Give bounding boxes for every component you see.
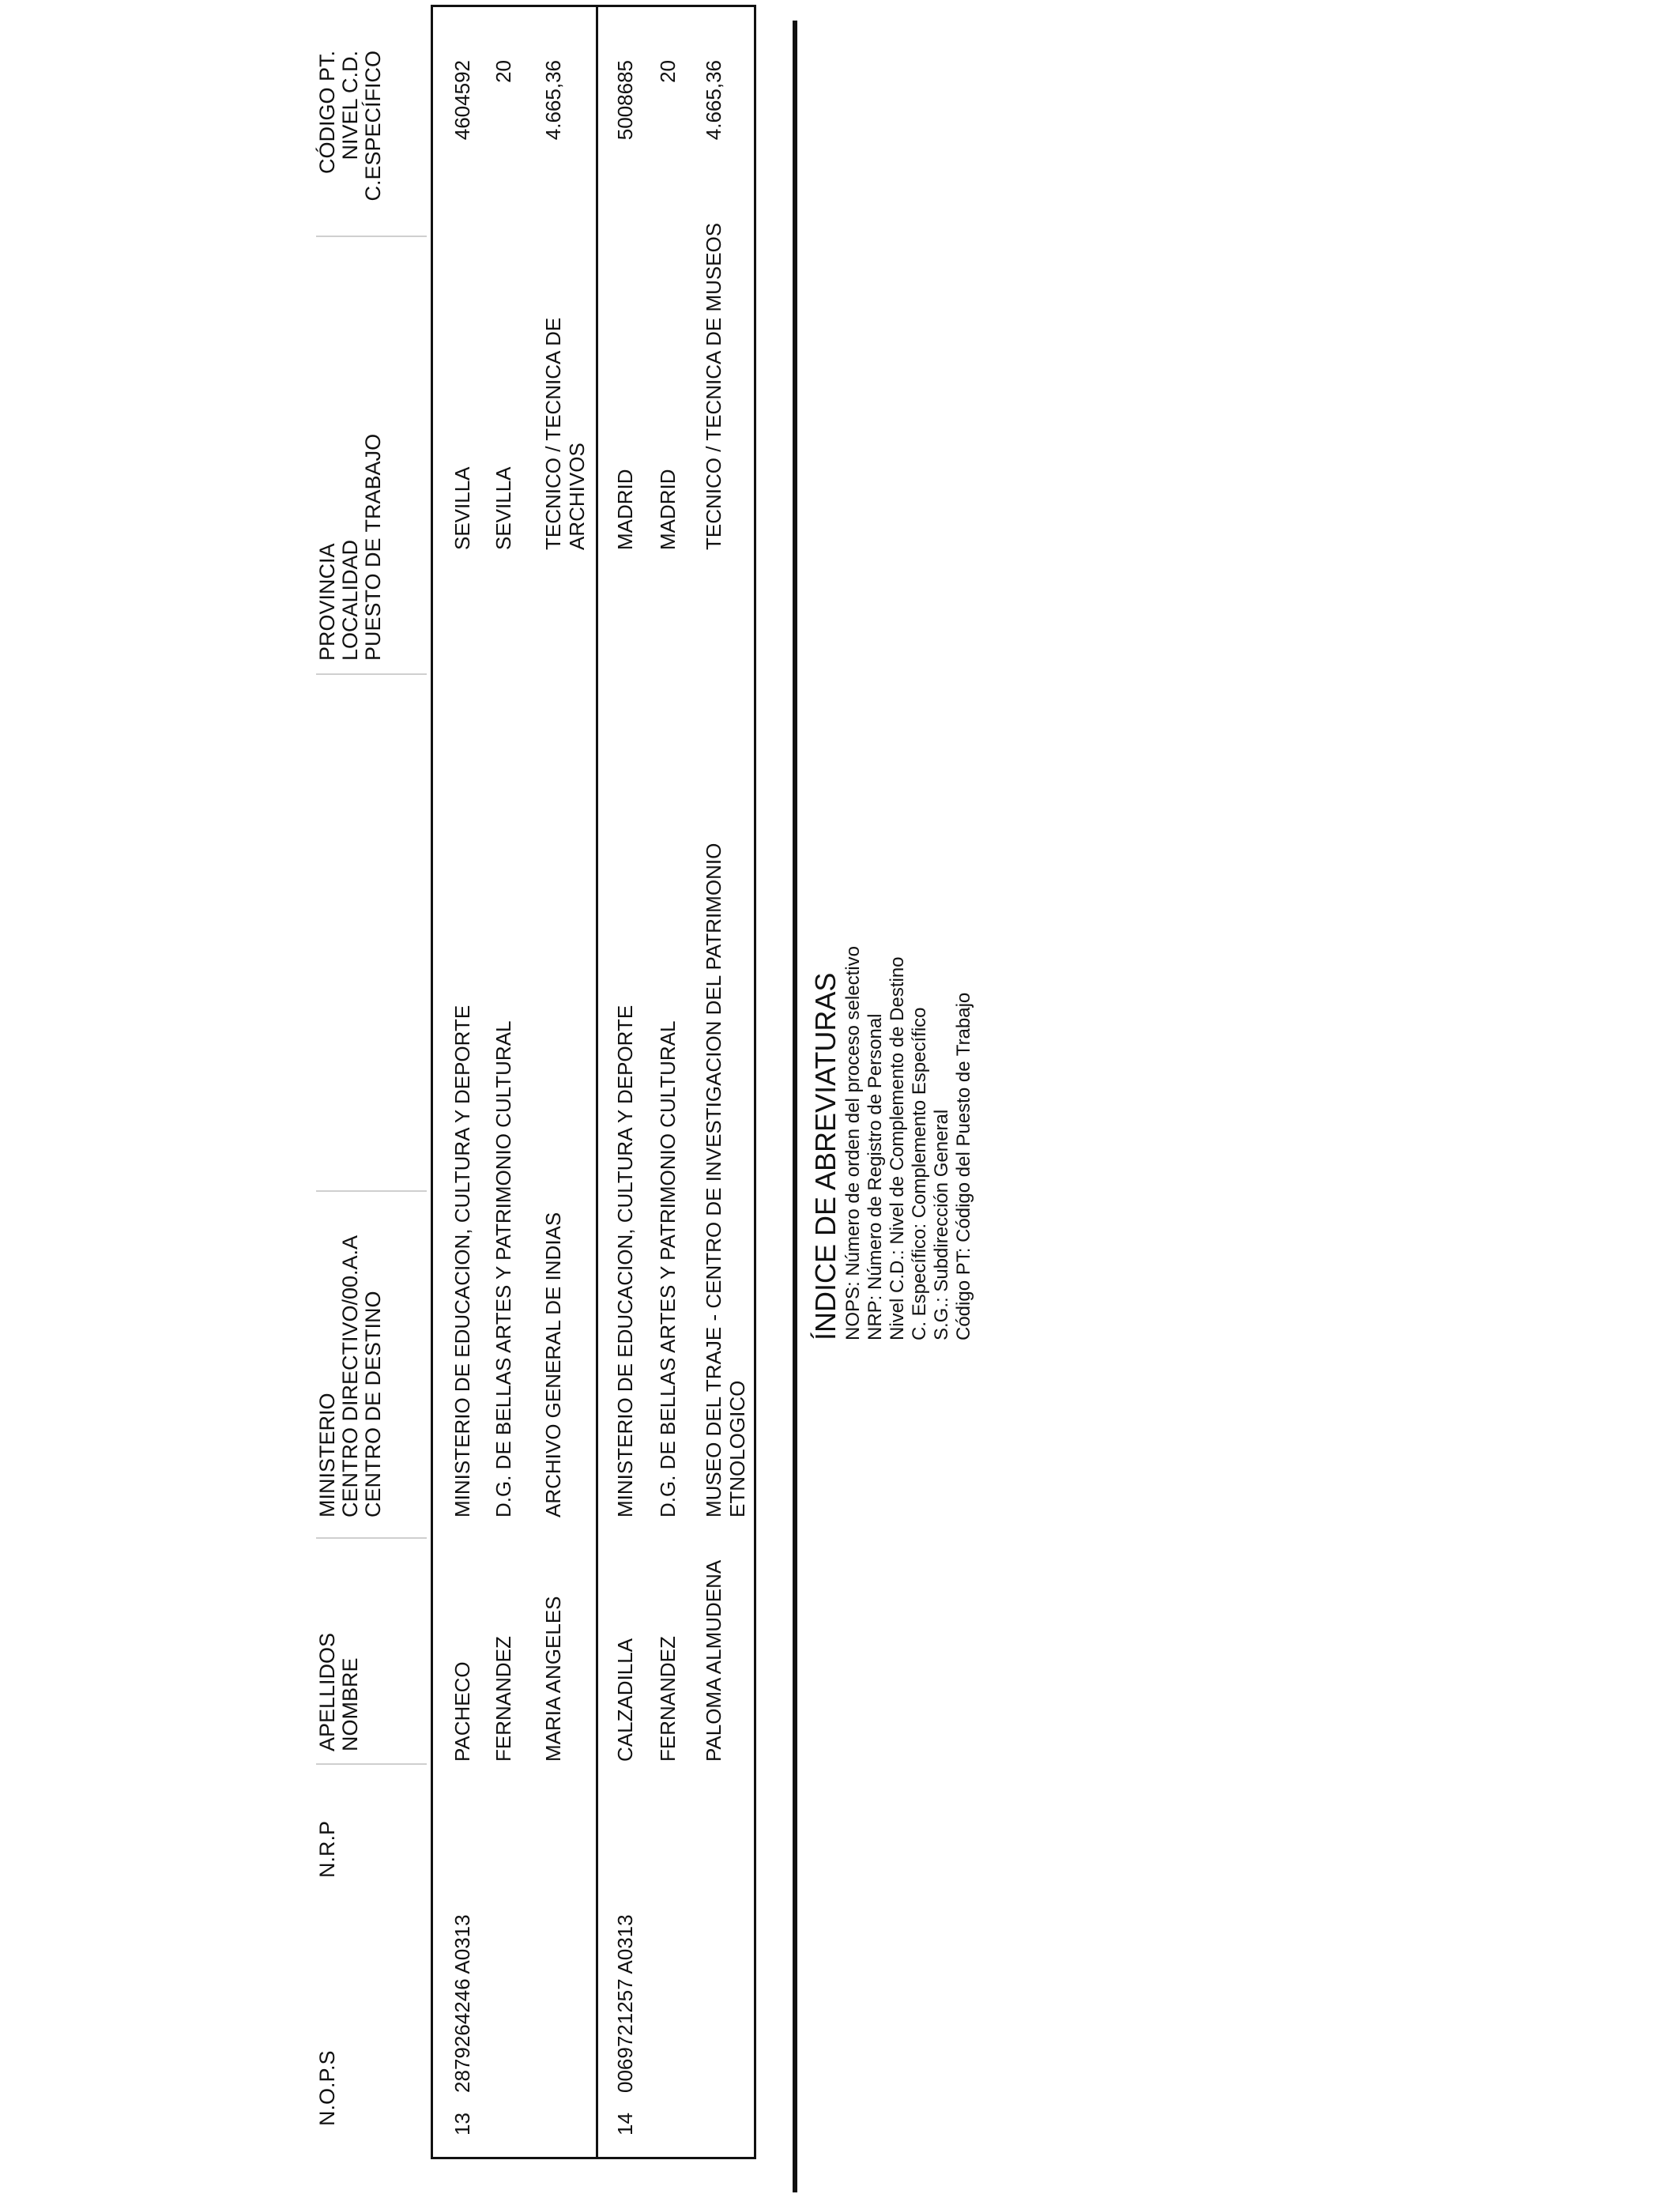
abbreviation-item: Código PT: Código del Puesto de Trabajo: [953, 992, 974, 1340]
row-c-especifico: 4.665,36: [702, 60, 725, 141]
row-nombre: MARIA ANGELES: [541, 1596, 565, 1762]
row-apellido1: PACHECO: [450, 1661, 474, 1762]
header-ministerio: MINISTERIO CENTRO DIRECTIVO/00.A.A CENTRO DE DESTINO: [315, 1235, 385, 1517]
header-separator: [316, 1537, 427, 1539]
row-centro-destino: ARCHIVO GENERAL DE INDIAS: [541, 1212, 565, 1517]
abbreviation-item: S.G.: Subdirección General: [931, 1109, 952, 1340]
row-localidad: SEVILLA: [492, 466, 515, 550]
row-centro-directivo: D.G. DE BELLAS ARTES Y PATRIMONIO CULTURAL: [656, 1020, 680, 1517]
row-provincia: SEVILLA: [450, 466, 474, 550]
row-centro-directivo: D.G. DE BELLAS ARTES Y PATRIMONIO CULTURAL: [492, 1020, 515, 1517]
row-nops: 14: [613, 2113, 637, 2136]
row-codigo-pt: 5008685: [613, 60, 637, 141]
row-apellido2: FERNANDEZ: [492, 1636, 515, 1762]
header-separator: [316, 1190, 427, 1192]
row-puesto: TECNICO / TECNICA DE MUSEOS: [702, 222, 725, 550]
abbreviations-title: ÍNDICE DE ABREVIATURAS: [809, 972, 842, 1340]
separator-line: [793, 21, 797, 2192]
header-apellidos-nombre: APELLIDOS NOMBRE: [315, 1632, 362, 1751]
row-c-especifico: 4.665,36: [541, 60, 565, 141]
row-localidad: MADRID: [656, 469, 680, 550]
row-apellido1: CALZADILLA: [613, 1638, 637, 1762]
header-nops: N.O.P.S: [315, 2050, 339, 2126]
abbreviations-index: [811, 946, 975, 1340]
row-provincia: MADRID: [613, 469, 637, 550]
header-nrp: N.R.P: [315, 1820, 339, 1878]
abbreviation-item: NOPS: Número de orden del proceso selectivo: [842, 946, 864, 1340]
row-nrp: 2879264246 A0313: [450, 1914, 474, 2093]
row-centro-destino: MUSEO DEL TRAJE - CENTRO DE INVESTIGACION DEL PATRIMONIO ETNOLOGICO: [702, 843, 749, 1517]
header-separator: [316, 236, 427, 237]
abbreviation-item: NRP: Número de Registro de Personal: [864, 1013, 886, 1340]
row-nombre: PALOMA ALMUDENA: [702, 1559, 725, 1762]
header-provincia: PROVINCIA LOCALIDAD PUESTO DE TRABAJO: [315, 433, 385, 661]
row-ministerio: MINISTERIO DE EDUCACION, CULTURA Y DEPORTE: [613, 1005, 637, 1517]
row-nivel-cd: 20: [492, 60, 515, 83]
abbreviation-item: Nivel C.D.: Nivel de Complemento de Destino: [887, 956, 908, 1340]
header-separator: [316, 673, 427, 675]
row-ministerio: MINISTERIO DE EDUCACION, CULTURA Y DEPORTE: [450, 1005, 474, 1517]
row-apellido2: FERNANDEZ: [656, 1636, 680, 1762]
row-nops: 13: [450, 2113, 474, 2136]
header-codigo: CÓDIGO PT. NIVEL C.D. C.ESPECÍFICO: [315, 51, 385, 202]
row-divider: [596, 5, 598, 2159]
header-separator: [316, 1763, 427, 1765]
row-codigo-pt: 4604592: [450, 60, 474, 141]
row-puesto: TECNICO / TECNICA DE ARCHIVOS: [541, 317, 589, 550]
abbreviation-item: C. Específico: Complemento Específico: [909, 1007, 930, 1340]
row-nivel-cd: 20: [656, 60, 680, 83]
row-nrp: 0069721257 A0313: [613, 1914, 637, 2093]
